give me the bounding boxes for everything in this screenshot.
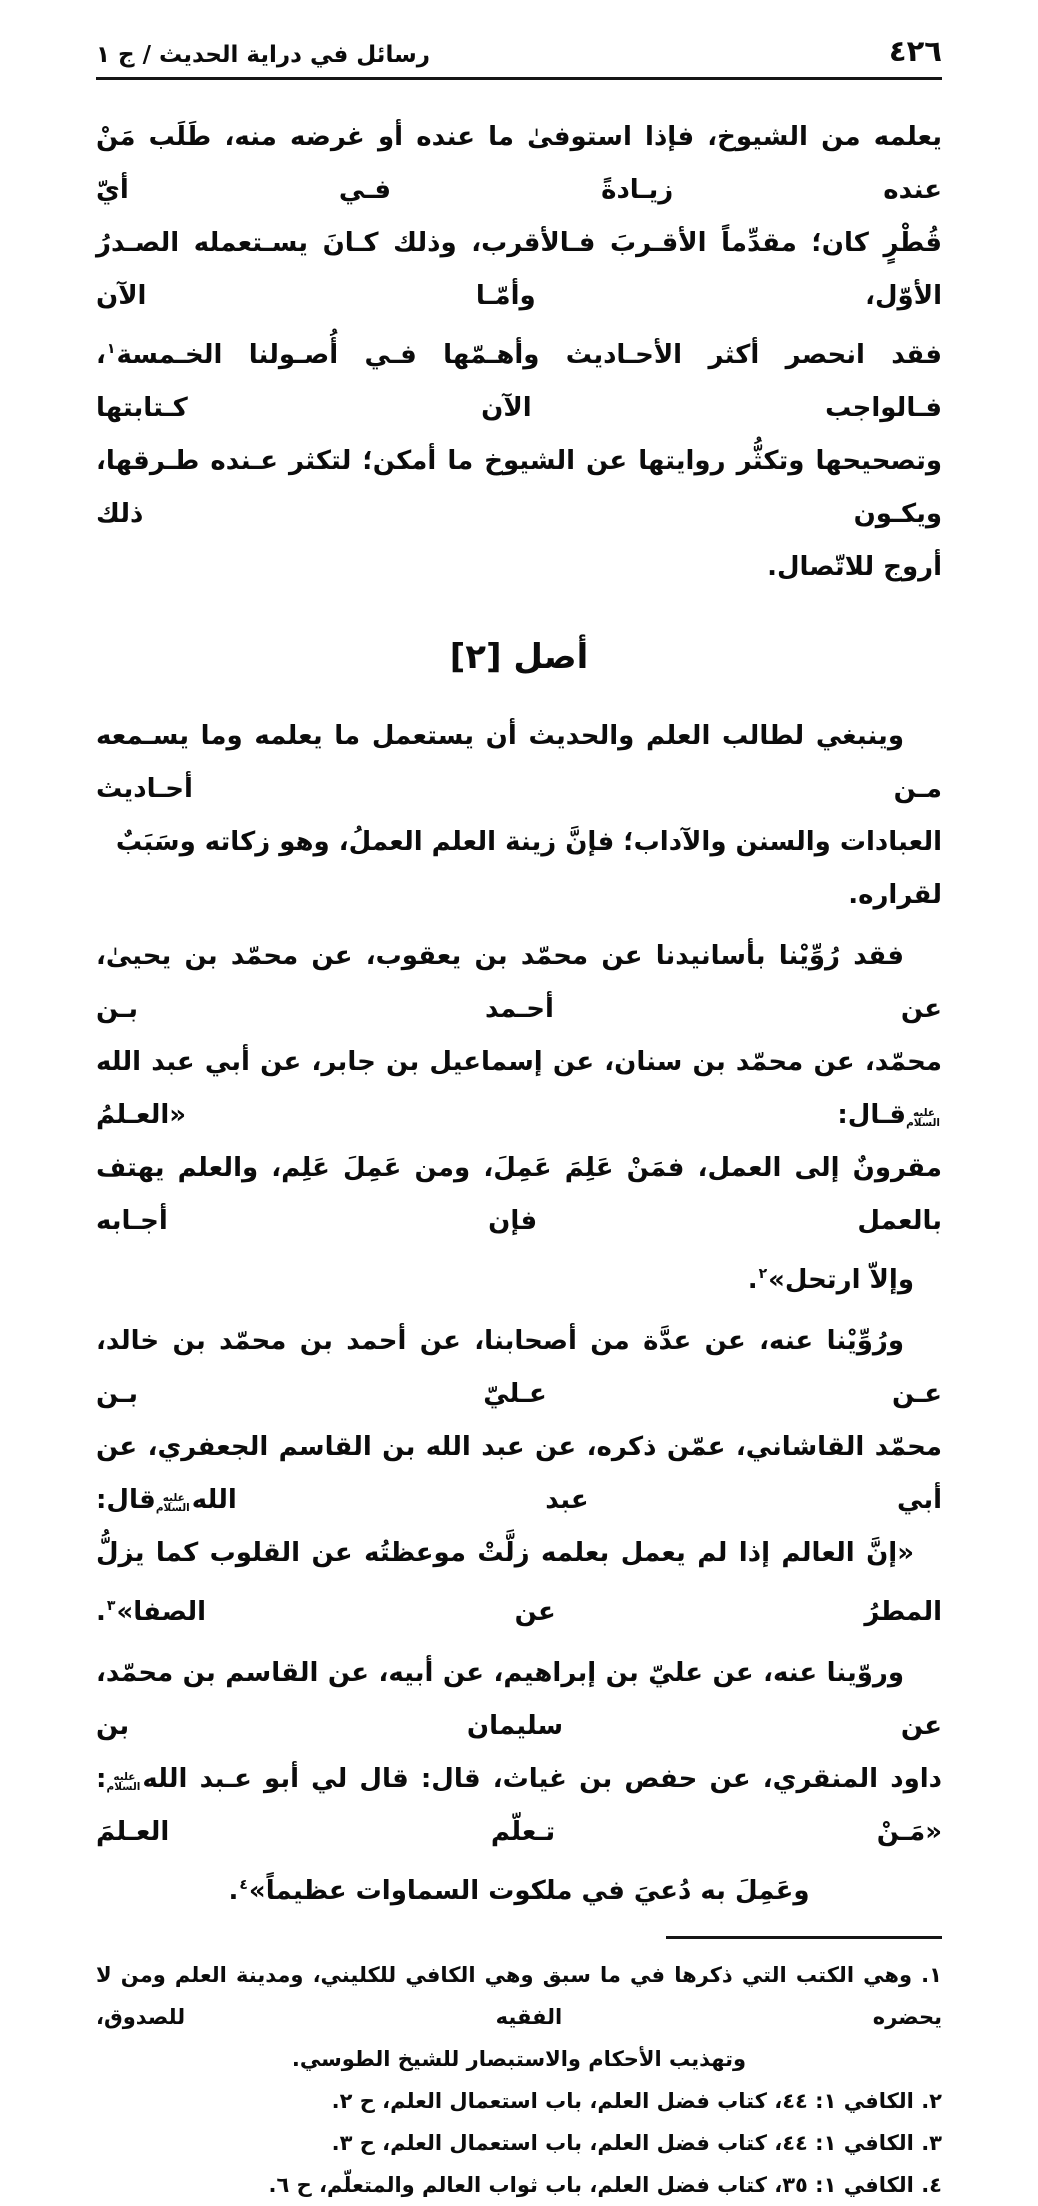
footnote-ref-2: ٢ bbox=[758, 1266, 768, 1282]
text-segment: . bbox=[747, 1265, 758, 1295]
text-segment: فقد انحصر أكثر الأحـاديث وأهـمّها فـي أُصـولنا الخـمسة bbox=[116, 340, 942, 370]
footnote-2: ٢. الكافي ١: ٤٤، كتاب فضل العلم، باب استعمال العلم، ح ٢. bbox=[331, 2089, 942, 2113]
text-line: أروج للاتّصال. bbox=[767, 552, 942, 582]
footnote-1-line-2: وتهذيب الأحكام والاستبصار للشيخ الطوسي. bbox=[291, 2047, 747, 2071]
paragraph-4 bbox=[96, 1315, 942, 1639]
text-segment: محمّد، عن محمّد بن سنان، عن إسماعيل بن جابر، عن أبي عبد الله bbox=[96, 1047, 942, 1077]
text-line: مقرونٌ إلى العمل، فمَنْ عَلِمَ عَمِلَ، ومن عَمِلَ عَلِم، والعلم يهتف بالعمل فإن أجـابه bbox=[96, 1153, 942, 1236]
body-text bbox=[96, 111, 942, 1918]
text-line bbox=[96, 1753, 942, 1859]
paragraph-5 bbox=[96, 1647, 942, 1918]
text-line bbox=[96, 1421, 942, 1527]
footnote-ref-4: ٤ bbox=[239, 1877, 248, 1893]
text-segment: داود المنقري، عن حفص بن غياث، قال: قال لي أبو عـبد الله bbox=[142, 1764, 942, 1794]
text-segment: وعَمِلَ به دُعيَ في ملكوت السماوات عظيماً» bbox=[248, 1876, 810, 1906]
paragraph-1 bbox=[96, 111, 942, 594]
text-line: ورُوِّيْنا عنه، عن عدَّة من أصحابنا، عن أحمد بن محمّد بن خالد، عـن عـليّ بـن bbox=[96, 1326, 942, 1409]
page-header bbox=[96, 34, 942, 80]
text-line: قُطْرٍ كان؛ مقدِّماً الأقـربَ فـالأقرب، وذلك كـانَ يسـتعمله الصـدرُ الأوّل، وأمّـا الآن bbox=[96, 228, 942, 311]
text-line: العبادات والسنن والآداب؛ فإنَّ زينة العلم العملُ، وهو زكاته وسَبَبٌ لقراره. bbox=[115, 827, 942, 910]
footnotes-section bbox=[96, 1936, 942, 2206]
footnote-3: ٣. الكافي ١: ٤٤، كتاب فضل العلم، باب استعمال العلم، ح ٣. bbox=[331, 2131, 942, 2155]
text-segment: «إنَّ العالم إذا لم يعمل بعلمه زلَّتْ موعظتُه عن القلوب كما يزلُّ المطرُ عن الصفا» bbox=[96, 1538, 942, 1627]
footnote-4: ٤. الكافي ١: ٣٥، كتاب فضل العلم، باب ثواب العالم والمتعلّم، ح ٦. bbox=[268, 2173, 942, 2197]
text-line bbox=[96, 1036, 942, 1142]
section-heading: أصل [٢] bbox=[449, 637, 589, 677]
paragraph-2 bbox=[96, 710, 942, 922]
text-line bbox=[96, 1248, 942, 1307]
footnote-separator bbox=[666, 1936, 942, 1939]
text-segment: . bbox=[96, 1597, 106, 1627]
page-number: ٤٢٦ bbox=[888, 34, 942, 68]
text-line bbox=[96, 323, 942, 435]
paragraph-3 bbox=[96, 930, 942, 1307]
text-segment: وإلاّ ارتحل» bbox=[768, 1265, 914, 1295]
honorific-mark: عليه السلام bbox=[106, 1771, 141, 1793]
text-line: يعلمه من الشيوخ، فإذا استوفىٰ ما عنده أو غرضه منه، طَلَب مَنْ عنده زيـادةً فـي أيّ bbox=[96, 122, 942, 205]
text-segment: : «مَـنْ تـعلّم العـلمَ bbox=[96, 1764, 942, 1847]
footnote-ref-3: ٣ bbox=[106, 1598, 116, 1614]
running-title: رسائل في دراية الحديث / ج ١ bbox=[96, 42, 430, 68]
text-segment: ، فـالواجب الآن كـتابتها bbox=[96, 340, 942, 423]
text-segment: قال: bbox=[96, 1485, 156, 1515]
text-line: وروّينا عنه، عن عليّ بن إبراهيم، عن أبيه، عن القاسم بن محمّد، عن سليمان بن bbox=[96, 1658, 942, 1741]
honorific-mark: عليه السلام bbox=[155, 1492, 190, 1514]
text-line bbox=[96, 1527, 942, 1639]
footnote-1-line-1: ١. وهي الكتب التي ذكرها في ما سبق وهي الكافي للكليني، ومدينة العلم ومن لا يحضره الفقيه للصدوق، bbox=[96, 1963, 942, 2029]
text-segment: . bbox=[228, 1876, 239, 1906]
text-segment: قـال: «العـلمُ bbox=[96, 1100, 906, 1130]
text-line: وينبغي لطالب العلم والحديث أن يستعمل ما يعلمه وما يسـمعه مـن أحـاديث bbox=[96, 721, 942, 804]
text-line: وتصحيحها وتكثُّر روايتها عن الشيوخ ما أمكن؛ لتكثر عـنده طـرقها، ويكـون ذلك bbox=[96, 446, 942, 529]
text-segment: محمّد القاشاني، عمّن ذكره، عن عبد الله بن القاسم الجعفري، عن أبي عبد الله bbox=[96, 1432, 942, 1515]
footnote-ref-1: ١ bbox=[106, 341, 116, 357]
honorific-mark: عليه السلام bbox=[906, 1107, 940, 1129]
text-line: فقد رُوِّيْنا بأسانيدنا عن محمّد بن يعقوب، عن محمّد بن يحيىٰ، عن أحـمد بـن bbox=[96, 941, 942, 1024]
text-line bbox=[96, 1859, 942, 1918]
